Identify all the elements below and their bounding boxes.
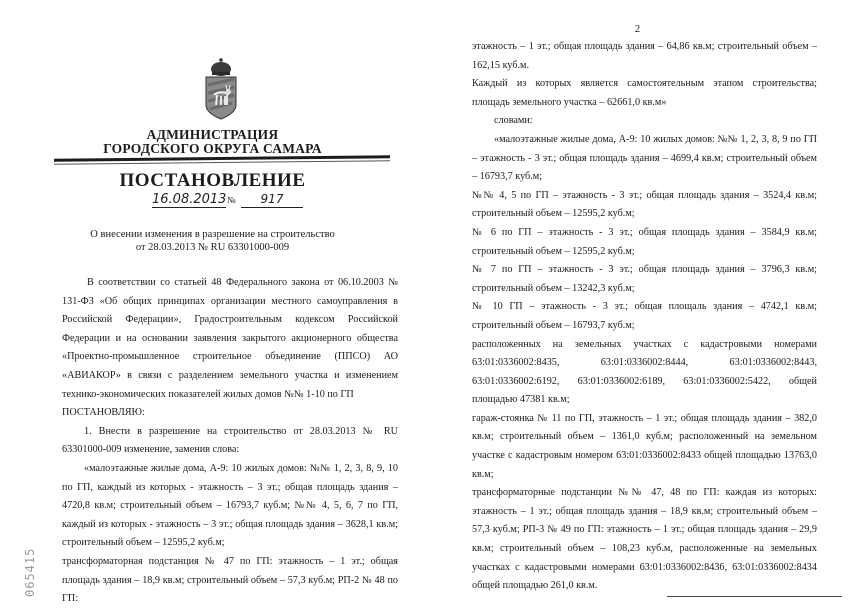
paragraph-new-houses-4-5: №№ 4, 5 по ГП – этажность - 3 эт.; общая площадь здания – 3524,4 кв.м; строительный объем – 12595,2 куб.м; — [472, 189, 817, 220]
subject-line-2: от 28.03.2013 № RU 63301000-009 — [135, 242, 290, 253]
signature-line — [667, 596, 842, 597]
administration-heading: АДМИНИСТРАЦИЯ — [146, 127, 279, 142]
paragraph-garage: гараж-стоянка № 11 по ГП, этажность – 1 эт.; общая площадь здания – 382,0 кв.м; строительный объем – 1361,0 куб.м; расположенный на земельном участке с кадастровым номером 63:01:0336002:8433 общей площадью 13763,0 кв.м; — [472, 412, 817, 480]
paragraph-new-house-6: № 6 по ГП – этажность - 3 эт.; общая площадь здания – 3584,9 кв.м; строительный объем – 12595,2 куб.м; — [472, 226, 817, 257]
handwritten-date: 16.08.2013 — [152, 192, 227, 207]
paragraph-cadastral: расположенных на земельных участках с кадастровыми номерами 63:01:0336002:8435, 63:01:0336002:8444, 63:01:0336002:8443, 63:01:0336002:6192, 63:01:0336002:6189, 63:01:0336002:5422, общей площадью 47381 кв.м; — [472, 338, 817, 406]
paragraph-preamble: В соответствии со статьей 48 Федерального закона от 06.10.2003 № 131-ФЗ «Об общих принципах организации местного самоуправления в Российской Федерации», Градостроительным кодексом Российской Федерации и на основании заявления закрытого акционерного общества «Проектно-промышленное строительное объединение (ППСО) АО «АВИАКОР» в связи с разделением земельного участка и изменением технико-экономических показателей жилых домов №№ 1-10 по ГП — [62, 277, 398, 400]
page-number: 2 — [634, 24, 641, 35]
paragraph-new-houses-1: «малоэтажные жилые дома, А-9: 10 жилых домов: №№ 1, 2, 3, 8, 9 по ГП – этажность - 3 эт.; общая площадь здания – 4699,4 кв.м; строительный объем – 16793,7 куб.м; — [472, 133, 817, 183]
paragraph-clause-1: 1. Внести в разрешение на строительство от 28.03.2013 № RU 63301000-009 изменение, заменив слова: — [62, 425, 398, 456]
left-body — [62, 274, 398, 609]
number-sign: № — [227, 195, 236, 205]
subject-line-1: О внесении изменения в разрешение на строительство — [90, 229, 335, 240]
paragraph-continuation: этажность – 1 эт.; общая площадь здания – 64,86 кв.м; строительный объем – 162,15 куб.м. — [472, 41, 817, 71]
paragraph-old-houses: «малоэтажные жилые дома, А-9: 10 жилых домов: №№ 1, 2, 3, 8, 9, 10 по ГП, каждый из которых - этажность – 3 эт.; общая площадь здания – 4720,8 кв.м; строительный объем – 16793,7 куб.м; №№ 4, 5, 6, 7 по ГП, каждый из которых - этажность – 3 эт.; общая площадь здания – 3628,1 кв.м; строительный объем – 12595,2 куб.м; — [62, 462, 398, 549]
administration-city: ГОРОДСКОГО ОКРУГА САМАРА — [103, 141, 322, 156]
words-label: словами: — [494, 115, 533, 127]
page-2 — [425, 0, 850, 605]
paragraph-substations: трансформаторные подстанции №№ 47, 48 по ГП: каждая из которых: этажность – 1 эт.; общая площадь здания – 18,9 кв.м; строительный объем – 57,3 куб.м; РП-3 № 49 по ГП: этажность – 1 эт.; общая площадь здания – 29,9 кв.м; строительный объем – 108,23 куб.м, расположенные на земельных участках с кадастровыми номерами 63:01:0336002:8436, 63:01:0336002:8434 общей площадью 261,0 кв.м. — [472, 487, 817, 592]
paragraph-new-house-7: № 7 по ГП – этажность - 3 эт.; общая площадь здания – 3796,3 кв.м; строительный объем – 13242,3 куб.м; — [472, 264, 817, 294]
handwritten-number: 917 — [241, 192, 303, 208]
page-1 — [0, 0, 425, 605]
coat-of-arms-icon — [201, 57, 241, 121]
paragraph-stage: Каждый из которых является самостоятельным этапом строительства; площадь земельного участка – 62661,0 кв.м» — [472, 78, 817, 108]
paragraph-old-substation: трансформаторная подстанция № 47 по ГП: этажность – 1 эт.; общая площадь здания – 18,9 кв.м; строительный объем – 57,3 куб.м; РП-2 № 48 по ГП: — [62, 555, 398, 605]
paragraph-new-house-10: № 10 ГП – этажность - 3 эт.; общая площаль здания – 4742,1 кв.м; строительный объем – 16793,7 куб.м; — [472, 301, 817, 331]
document-title: ПОСТАНОВЛЕНИЕ — [119, 170, 306, 191]
archive-number-stamp: 065415 — [23, 547, 37, 597]
decree-word: ПОСТАНОВЛЯЮ: — [62, 407, 145, 419]
date-number-line — [145, 192, 295, 210]
right-body — [472, 38, 817, 596]
